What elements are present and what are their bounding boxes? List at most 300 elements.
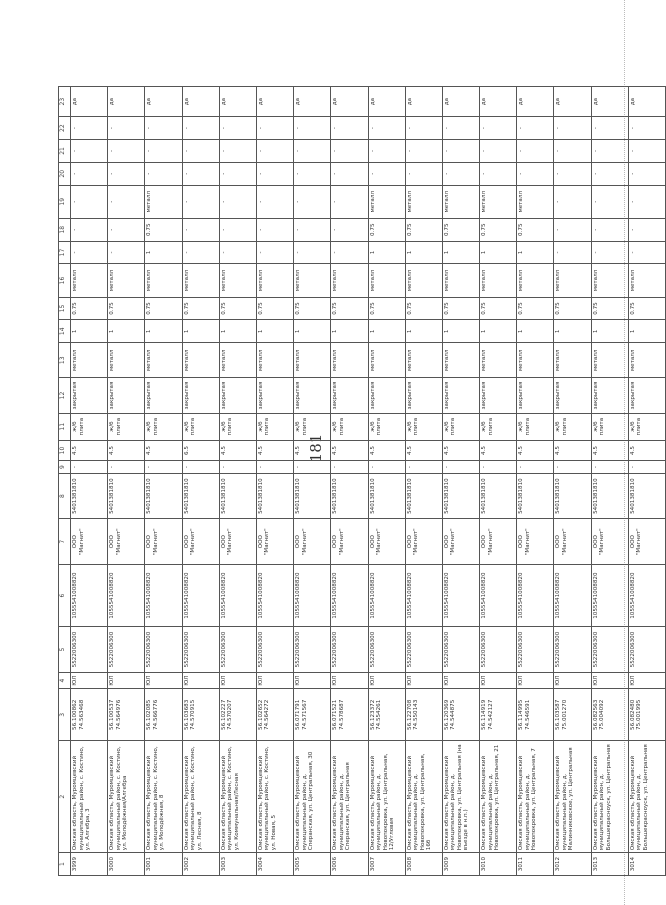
table-cell: 4.5	[71, 440, 108, 461]
table-cell: 5401381810	[591, 473, 628, 519]
table-cell: 1	[145, 241, 182, 264]
table-cell: закрытая	[591, 378, 628, 413]
table-cell: металл	[480, 185, 517, 218]
table-cell: ЮЛ	[182, 672, 219, 689]
table-cell: 5401381810	[71, 473, 108, 519]
table-cell: -	[294, 241, 331, 264]
table-cell: -	[591, 117, 628, 140]
table-cell: Омская область, Муромцевский муниципальный район, д. Сперанская, ул. Центральная	[331, 741, 368, 853]
table-cell: 1	[219, 320, 256, 343]
table-cell: -	[368, 140, 405, 163]
rotated-table-wrapper	[58, 86, 649, 876]
table-cell: 0.75	[368, 218, 405, 241]
table-cell: да	[108, 87, 145, 117]
table-cell: 5401381810	[145, 473, 182, 519]
table-cell: да	[628, 87, 665, 117]
table-cell: 5522006300	[294, 627, 331, 673]
table-cell: 1055541008820	[517, 565, 554, 627]
table-cell: -	[331, 241, 368, 264]
table-cell: да	[219, 87, 256, 117]
table-cell: 1	[517, 241, 554, 264]
column-header: 4	[59, 672, 71, 689]
table-cell: 6.5	[182, 440, 219, 461]
table-cell: ООО "Магнит"	[219, 519, 256, 565]
table-cell: 0.75	[294, 297, 331, 320]
table-cell: металл	[294, 264, 331, 297]
table-cell: закрытая	[480, 378, 517, 413]
table-cell: 5401381810	[182, 473, 219, 519]
table-cell: 0.75	[219, 297, 256, 320]
table-cell: 0.75	[442, 218, 479, 241]
table-cell: -	[628, 162, 665, 185]
table-cell: -	[554, 162, 591, 185]
table-cell: -	[182, 461, 219, 473]
table-cell: 1	[405, 241, 442, 264]
table-cell: -	[182, 241, 219, 264]
table-cell: -	[108, 241, 145, 264]
table-cell: ООО "Магнит"	[331, 519, 368, 565]
table-cell: -	[368, 117, 405, 140]
table-cell: 4.5	[368, 440, 405, 461]
table-cell: закрытая	[256, 378, 293, 413]
table-cell: металл	[405, 343, 442, 378]
table-cell: -	[182, 162, 219, 185]
table-cell: Омская область, Муромцевский муниципальный район, с. Костино, ул. Коммунальная/Лесная	[219, 741, 256, 853]
table-cell: 1	[405, 320, 442, 343]
table-cell: 1	[480, 241, 517, 264]
table-cell: 5522006300	[628, 627, 665, 673]
table-cell: Омская область, Муромцевский муниципальный район, с. Костино, ул. Алгебра, 3	[71, 741, 108, 853]
table-cell: -	[108, 162, 145, 185]
table-cell: металл	[182, 343, 219, 378]
table-cell: 5401381810	[108, 473, 145, 519]
table-cell: 5522006300	[71, 627, 108, 673]
table-cell: -	[294, 162, 331, 185]
table-cell: ООО "Магнит"	[71, 519, 108, 565]
table-cell: -	[517, 461, 554, 473]
table-cell: -	[294, 185, 331, 218]
table-cell: Омская область, Муромцевский муниципальный район, д. Малинниковское, ул. Центральная	[554, 741, 591, 853]
table-cell: 1055541008820	[442, 565, 479, 627]
table-cell: 1	[182, 320, 219, 343]
table-cell: -	[108, 218, 145, 241]
table-cell: -	[331, 185, 368, 218]
table-cell: 1055541008820	[368, 565, 405, 627]
table-cell: металл	[628, 343, 665, 378]
table-cell: 5522006300	[182, 627, 219, 673]
table-cell: -	[405, 461, 442, 473]
column-header: 18	[59, 218, 71, 241]
table-cell: 5401381810	[256, 473, 293, 519]
table-cell: 3002	[182, 853, 219, 876]
table-cell: металл	[145, 264, 182, 297]
column-header: 17	[59, 241, 71, 264]
table-cell: ООО "Магнит"	[368, 519, 405, 565]
table-cell: металл	[294, 343, 331, 378]
table-cell: 1	[442, 320, 479, 343]
table-cell: -	[145, 117, 182, 140]
table-cell: металл	[517, 185, 554, 218]
table-cell: металл	[517, 264, 554, 297]
table-cell: металл	[442, 343, 479, 378]
table-row	[256, 87, 293, 876]
table-cell: 1055541008820	[294, 565, 331, 627]
table-cell: -	[628, 117, 665, 140]
table-cell: да	[182, 87, 219, 117]
table-cell: 0.75	[405, 297, 442, 320]
table-cell: -	[628, 218, 665, 241]
table-cell: ООО "Магнит"	[145, 519, 182, 565]
table-cell: ж/б плита	[294, 413, 331, 440]
column-header: 23	[59, 87, 71, 117]
column-header: 20	[59, 162, 71, 185]
table-cell: закрытая	[628, 378, 665, 413]
table-cell: -	[182, 218, 219, 241]
table-cell: Омская область, Муромцевский муниципальный район, с. Костино, ул. Лесная, 8	[182, 741, 219, 853]
table-cell: ООО "Магнит"	[591, 519, 628, 565]
table-cell: 1	[442, 241, 479, 264]
table-cell: 4.5	[219, 440, 256, 461]
column-header: 15	[59, 297, 71, 320]
table-cell: 0.75	[480, 218, 517, 241]
table-cell: 1055541008820	[554, 565, 591, 627]
table-cell: металл	[182, 264, 219, 297]
column-header: 7	[59, 519, 71, 565]
table-cell: металл	[442, 185, 479, 218]
table-cell: ж/б плита	[480, 413, 517, 440]
table-cell: ж/б плита	[368, 413, 405, 440]
table-cell: металл	[554, 343, 591, 378]
table-cell: 1	[145, 320, 182, 343]
table-cell: -	[145, 140, 182, 163]
table-cell: -	[628, 461, 665, 473]
table-cell: -	[591, 461, 628, 473]
table-cell: 5401381810	[517, 473, 554, 519]
table-cell: 0.75	[145, 297, 182, 320]
table-cell: -	[256, 162, 293, 185]
table-cell: 1	[368, 241, 405, 264]
table-cell: 0.75	[71, 297, 108, 320]
table-row	[331, 87, 368, 876]
table-cell: 5522006300	[368, 627, 405, 673]
table-cell: 5522006300	[442, 627, 479, 673]
table-cell: металл	[368, 185, 405, 218]
table-cell: 3000	[108, 853, 145, 876]
table-cell: 56.071791 74.571567	[294, 689, 331, 741]
table-cell: -	[554, 117, 591, 140]
table-cell: 3008	[405, 853, 442, 876]
table-cell: закрытая	[442, 378, 479, 413]
table-cell: -	[294, 117, 331, 140]
table-cell: закрытая	[219, 378, 256, 413]
table-cell: 1	[591, 320, 628, 343]
table-cell: ЮЛ	[405, 672, 442, 689]
table-cell: 1	[480, 320, 517, 343]
table-cell: -	[331, 117, 368, 140]
table-cell: 1	[294, 320, 331, 343]
table-cell: -	[219, 241, 256, 264]
table-cell: 56.082563 75.004092	[591, 689, 628, 741]
column-header: 11	[59, 413, 71, 440]
table-cell: ООО "Магнит"	[182, 519, 219, 565]
table-cell: 5522006300	[145, 627, 182, 673]
table-cell: -	[219, 140, 256, 163]
table-cell: металл	[71, 343, 108, 378]
table-row	[480, 87, 517, 876]
table-cell: Омская область, Муромцевский муниципальный район, д. Новопокровка, ул. Центральная, 16б	[405, 741, 442, 853]
table-cell: -	[256, 461, 293, 473]
table-cell: -	[480, 162, 517, 185]
table-cell: -	[480, 140, 517, 163]
table-cell: 0.75	[517, 218, 554, 241]
table-cell: ж/б плита	[145, 413, 182, 440]
table-cell: 3006	[331, 853, 368, 876]
column-header: 3	[59, 689, 71, 741]
table-cell: металл	[405, 185, 442, 218]
table-cell: да	[145, 87, 182, 117]
table-cell: закрытая	[108, 378, 145, 413]
table-cell: -	[108, 140, 145, 163]
table-row	[554, 87, 591, 876]
table-cell: -	[182, 140, 219, 163]
table-cell: ЮЛ	[108, 672, 145, 689]
column-header: 22	[59, 117, 71, 140]
table-cell: ЮЛ	[480, 672, 517, 689]
table-cell: ЮЛ	[331, 672, 368, 689]
table-cell: металл	[480, 343, 517, 378]
table-cell: ж/б плита	[442, 413, 479, 440]
table-cell: 0.75	[405, 218, 442, 241]
table-cell: ЮЛ	[628, 672, 665, 689]
table-cell: закрытая	[405, 378, 442, 413]
table-cell: ЮЛ	[591, 672, 628, 689]
table-cell: 5522006300	[331, 627, 368, 673]
table-cell: металл	[108, 264, 145, 297]
table-cell: 4.5	[331, 440, 368, 461]
table-cell: Омская область, Муромцевский муниципальный район, д. Сперанская, ул. Центральная, 30	[294, 741, 331, 853]
table-row	[517, 87, 554, 876]
table-cell: 1055541008820	[405, 565, 442, 627]
table-cell: 0.75	[182, 297, 219, 320]
table-cell: -	[108, 117, 145, 140]
table-cell: металл	[405, 264, 442, 297]
table-cell: 5522006300	[256, 627, 293, 673]
table-cell: -	[145, 461, 182, 473]
table-cell: -	[442, 140, 479, 163]
table-cell: 1055541008820	[71, 565, 108, 627]
table-cell: 56.082480 75.001995	[628, 689, 665, 741]
table-cell: 1055541008820	[256, 565, 293, 627]
table-cell: 0.75	[517, 297, 554, 320]
table-cell: 56.103587 75.001270	[554, 689, 591, 741]
table-cell: -	[405, 117, 442, 140]
table-cell: закрытая	[554, 378, 591, 413]
page-number: 181	[307, 433, 325, 463]
table-cell: да	[517, 87, 554, 117]
column-header: 14	[59, 320, 71, 343]
table-row	[108, 87, 145, 876]
table-cell: металл	[108, 343, 145, 378]
table-cell: 4.5	[517, 440, 554, 461]
table-cell: -	[368, 461, 405, 473]
table-cell: -	[145, 162, 182, 185]
column-header: 13	[59, 343, 71, 378]
table-row	[591, 87, 628, 876]
table-cell: ЮЛ	[256, 672, 293, 689]
table-cell: да	[368, 87, 405, 117]
table-cell: да	[256, 87, 293, 117]
header-row	[59, 87, 71, 876]
table-cell: 1055541008820	[628, 565, 665, 627]
table-cell: 4.5	[405, 440, 442, 461]
table-cell: 3012	[554, 853, 591, 876]
table-cell: -	[71, 241, 108, 264]
table-cell: -	[256, 241, 293, 264]
table-cell: -	[331, 461, 368, 473]
table-cell: -	[517, 140, 554, 163]
table-cell: Омская область, Муромцевский муниципальный район, д. Новопокровка, ул. Центральная, 12/Угловая	[368, 741, 405, 853]
table-cell: -	[256, 140, 293, 163]
table-cell: 5401381810	[554, 473, 591, 519]
table-cell: 1	[108, 320, 145, 343]
table-cell: ООО "Магнит"	[442, 519, 479, 565]
table-cell: -	[108, 461, 145, 473]
table-cell: 3003	[219, 853, 256, 876]
table-cell: -	[405, 162, 442, 185]
table-cell: ЮЛ	[442, 672, 479, 689]
table-cell: 1	[71, 320, 108, 343]
column-header: 12	[59, 378, 71, 413]
table-row	[628, 87, 665, 876]
table-cell: 56.103683 74.570915	[182, 689, 219, 741]
table-cell: металл	[591, 264, 628, 297]
table-cell: -	[71, 140, 108, 163]
table-cell: -	[219, 185, 256, 218]
table-cell: ж/б плита	[331, 413, 368, 440]
table-cell: ООО "Магнит"	[480, 519, 517, 565]
table-cell: 3010	[480, 853, 517, 876]
table-row	[182, 87, 219, 876]
table-cell: 0.75	[145, 218, 182, 241]
table-cell: металл	[145, 343, 182, 378]
table-cell: -	[591, 140, 628, 163]
table-cell: 3014	[628, 853, 665, 876]
column-header: 19	[59, 185, 71, 218]
table-cell: закрытая	[331, 378, 368, 413]
table-cell: да	[294, 87, 331, 117]
table-cell: 5401381810	[480, 473, 517, 519]
table-cell: -	[182, 117, 219, 140]
table-cell: 3011	[517, 853, 554, 876]
table-cell: да	[71, 87, 108, 117]
table-cell: 5401381810	[219, 473, 256, 519]
table-row	[442, 87, 479, 876]
table-cell: металл	[628, 264, 665, 297]
table-cell: Омская область, Муромцевский муниципальный район, д. Новопокровка, ул. Центральная, 21	[480, 741, 517, 853]
table-cell: 4.5	[108, 440, 145, 461]
table-cell: металл	[145, 185, 182, 218]
table-cell: 1	[517, 320, 554, 343]
table-cell: ж/б плита	[554, 413, 591, 440]
table-cell: 5522006300	[591, 627, 628, 673]
table-cell: 5401381810	[405, 473, 442, 519]
table-cell: 1055541008820	[108, 565, 145, 627]
table-cell: 3001	[145, 853, 182, 876]
table-cell: 1	[368, 320, 405, 343]
table-cell: -	[405, 140, 442, 163]
table-cell: ж/б плита	[628, 413, 665, 440]
table-cell: ж/б плита	[517, 413, 554, 440]
table-row	[294, 87, 331, 876]
table-cell: 0.75	[256, 297, 293, 320]
table-cell: да	[405, 87, 442, 117]
table-cell: металл	[480, 264, 517, 297]
waste-sites-table	[58, 86, 666, 876]
table-cell: -	[294, 218, 331, 241]
table-cell: -	[331, 218, 368, 241]
table-cell: ЮЛ	[219, 672, 256, 689]
table-cell: 56.102652 74.564272	[256, 689, 293, 741]
table-cell: ЮЛ	[517, 672, 554, 689]
table-cell: ООО "Магнит"	[256, 519, 293, 565]
table-cell: -	[554, 185, 591, 218]
table-cell: 0.75	[368, 297, 405, 320]
table-cell: Омская область, Муромцевский муниципальный район, д. Новопокровка, ул. Центральная, 7	[517, 741, 554, 853]
table-cell: да	[554, 87, 591, 117]
table-cell: 1	[554, 320, 591, 343]
table-cell: да	[331, 87, 368, 117]
table-cell: металл	[256, 343, 293, 378]
table-cell: ж/б плита	[591, 413, 628, 440]
table-cell: металл	[554, 264, 591, 297]
table-cell: ООО "Магнит"	[405, 519, 442, 565]
table-cell: 4.5	[480, 440, 517, 461]
table-cell: металл	[517, 343, 554, 378]
table-cell: 0.75	[628, 297, 665, 320]
table-cell: 3013	[591, 853, 628, 876]
column-header: 6	[59, 565, 71, 627]
table-cell: 56.122708 74.550143	[405, 689, 442, 741]
table-cell: 1055541008820	[591, 565, 628, 627]
table-cell: 3999	[71, 853, 108, 876]
table-cell: 1055541008820	[219, 565, 256, 627]
table-cell: 1055541008820	[145, 565, 182, 627]
table-cell: 5522006300	[108, 627, 145, 673]
table-cell: 3009	[442, 853, 479, 876]
table-cell: 56.102227 74.570207	[219, 689, 256, 741]
table-cell: -	[294, 140, 331, 163]
table-cell: -	[219, 117, 256, 140]
table-cell: закрытая	[517, 378, 554, 413]
table-cell: 0.75	[554, 297, 591, 320]
table-cell: -	[331, 140, 368, 163]
table-row	[71, 87, 108, 876]
column-header: 21	[59, 140, 71, 163]
table-cell: металл	[331, 264, 368, 297]
table-cell: 4.5	[554, 440, 591, 461]
table-cell: -	[256, 218, 293, 241]
table-cell: -	[442, 162, 479, 185]
table-cell: закрытая	[294, 378, 331, 413]
table-cell: ЮЛ	[368, 672, 405, 689]
table-cell: да	[591, 87, 628, 117]
table-cell: 0.75	[442, 297, 479, 320]
table-cell: ООО "Магнит"	[554, 519, 591, 565]
table-cell: 0.75	[480, 297, 517, 320]
table-cell: -	[219, 162, 256, 185]
table-cell: 5401381810	[628, 473, 665, 519]
table-cell: ж/б плита	[108, 413, 145, 440]
